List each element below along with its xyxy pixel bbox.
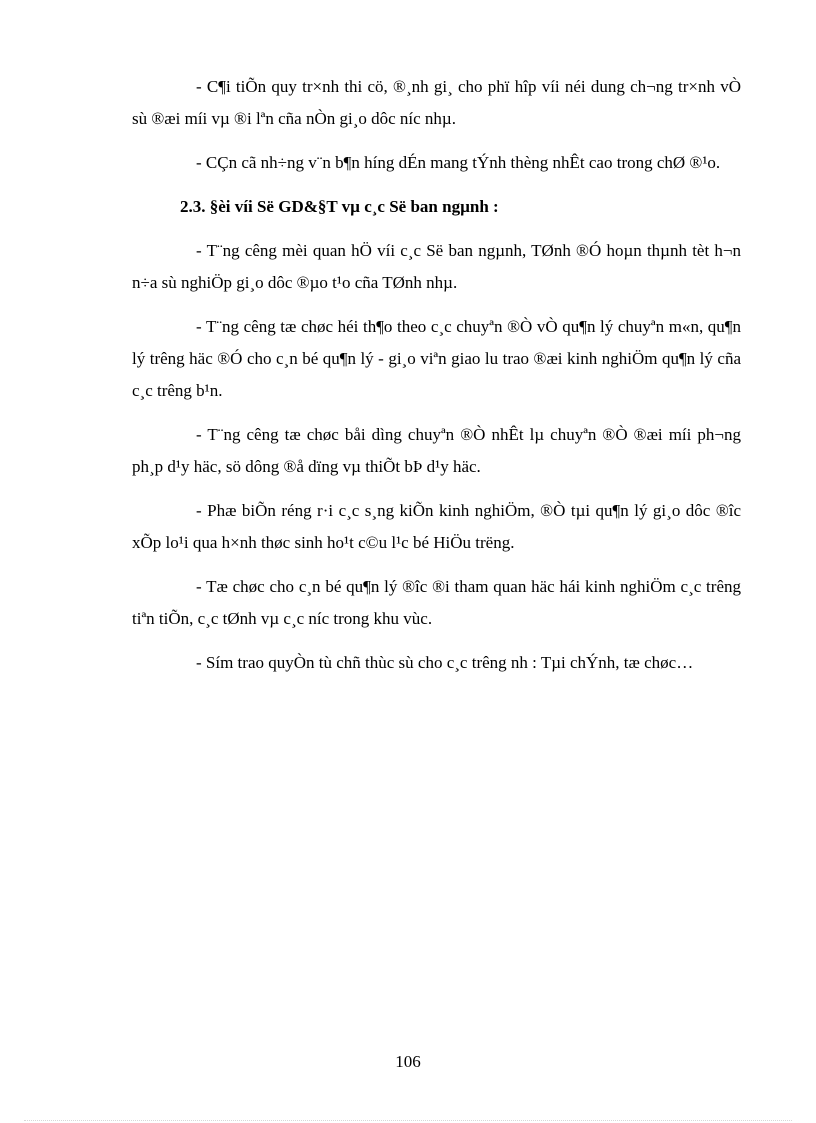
paragraph-study-tours: - Tæ chøc cho c¸n bé qu¶n lý ®îc ®i tham quan häc hái kinh nghiÖm c¸c trêng tiªn tiÕn, c¸c tØnh vµ c¸c níc trong khu vùc. xyxy=(132,577,741,628)
body-text xyxy=(132,71,741,691)
page-bottom-divider xyxy=(24,1120,792,1121)
paragraph-exam-reform: - C¶i tiÕn quy tr×nh thi cö, ®¸nh gi¸ cho phï hîp víi néi dung ch¬ng tr×nh vÒ sù ®æi míi vµ ®i lªn cña nÒn gi¸o dôc níc nhµ. xyxy=(132,77,741,128)
section-heading: 2.3. §èi víi Së GD&§T vµ c¸c Së ban ngµnh : xyxy=(180,197,499,216)
paragraph-training: - T¨ng cêng tæ chøc båi dìng chuyªn ®Ò nhÊt lµ chuyªn ®Ò ®æi míi ph¬ng ph¸p d¹y häc, sö dông ®å dïng vµ thiÕt bÞ d¹y häc. xyxy=(132,425,741,476)
paragraph-relations: - T¨ng cêng mèi quan hÖ víi c¸c Së ban ngµnh, TØnh ®Ó hoµn thµnh tèt h¬n n÷a sù nghiÖp gi¸o dôc ®µo t¹o cña TØnh nhµ. xyxy=(132,241,741,292)
paragraph-workshops: - T¨ng cêng tæ chøc héi th¶o theo c¸c chuyªn ®Ò vÒ qu¶n lý chuyªn m«n, qu¶n lý trêng häc ®Ó cho c¸n bé qu¶n lý - gi¸o viªn giao lu trao ®æi kinh nghiÖm qu¶n lý cña c¸c trêng b¹n. xyxy=(132,317,741,400)
page-number: 106 xyxy=(395,1052,421,1071)
paragraph-autonomy: - Sím trao quyÒn tù chñ thùc sù cho c¸c trêng nh : Tµi chÝnh, tæ chøc… xyxy=(196,653,694,672)
paragraph-dissemination: - Phæ biÕn réng r·i c¸c s¸ng kiÕn kinh nghiÖm, ®Ò tµi qu¶n lý gi¸o dôc ®îc xÕp lo¹i qua h×nh thøc sinh ho¹t c©u l¹c bé HiÖu trëng. xyxy=(132,501,741,552)
paragraph-guidance-documents: - CÇn cã nh÷ng v¨n b¶n híng dÉn mang tÝnh thèng nhÊt cao trong chØ ®¹o. xyxy=(196,153,721,172)
